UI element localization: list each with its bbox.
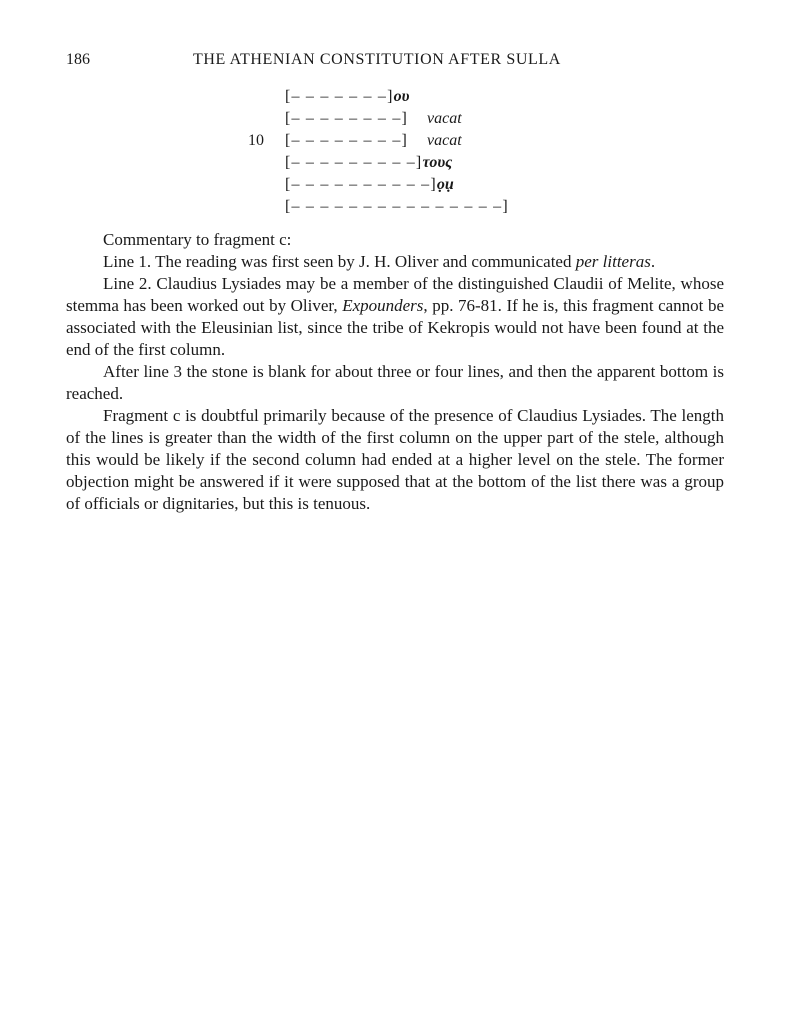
inscription-greek-text: ọụ bbox=[436, 176, 454, 193]
inscription-line bbox=[285, 88, 410, 106]
inscription-greek-text: ου bbox=[393, 88, 410, 105]
inscription-line-number: 10 bbox=[248, 132, 264, 149]
inscription-line bbox=[285, 154, 452, 172]
inscription-greek-text: τους bbox=[422, 154, 453, 171]
line1-italic: per litteras bbox=[575, 252, 651, 271]
inscription-bracket: [– – – – – – – – – –] bbox=[285, 176, 437, 193]
line1-end: . bbox=[650, 252, 656, 271]
commentary-paragraph: After line 3 the stone is blank for about three or four lines, and then the apparent bottom is reached. bbox=[66, 362, 724, 403]
line2-text: Line 2. Claudius Lysiades may be a member of the distinguished Claudii of Melite, whose stemma has been worked out by Oliver, bbox=[66, 274, 724, 315]
inscription-bracket: [– – – – – – – –] bbox=[285, 132, 409, 149]
commentary-paragraph bbox=[66, 251, 724, 273]
page-number: 186 bbox=[66, 51, 90, 68]
inscription-bracket: [– – – – – – – – – – – – – – –] bbox=[285, 198, 509, 215]
line2-end: , pp. 76-81. If he is, this fragment cannot be associated with the Eleusinian list, since the tribe of Kekropis would not have been found at the end of the first column. bbox=[66, 296, 724, 359]
inscription-bracket: [– – – – – – –] bbox=[285, 88, 394, 105]
running-head: THE ATHENIAN CONSTITUTION AFTER SULLA bbox=[193, 51, 561, 68]
vacat-label: vacat bbox=[427, 132, 462, 149]
commentary-heading: Commentary to fragment c: bbox=[103, 230, 292, 249]
vacat-label: vacat bbox=[427, 110, 462, 127]
line2-italic: Expounders bbox=[342, 296, 424, 315]
inscription-line bbox=[285, 198, 509, 216]
line1-text: Line 1. The reading was first seen by J. H. Oliver and communicated bbox=[103, 252, 576, 271]
inscription-line bbox=[285, 110, 408, 128]
inscription-bracket: [– – – – – – – –] bbox=[285, 110, 409, 127]
commentary-section bbox=[66, 229, 724, 515]
inscription-line bbox=[285, 132, 408, 150]
inscription-line bbox=[285, 176, 454, 194]
commentary-paragraph bbox=[66, 273, 724, 361]
commentary-paragraph: Fragment c is doubtful primarily because of the presence of Claudius Lysiades. The length of the lines is greater than the width of the first column on the upper part of the stele, although this would be likely if the second column had ended at a higher level on the stele. The former objection might be answered if it were supposed that at the bottom of the list there was a group of officials or dignitaries, but this is tenuous. bbox=[66, 406, 724, 513]
inscription-bracket: [– – – – – – – – –] bbox=[285, 154, 423, 171]
